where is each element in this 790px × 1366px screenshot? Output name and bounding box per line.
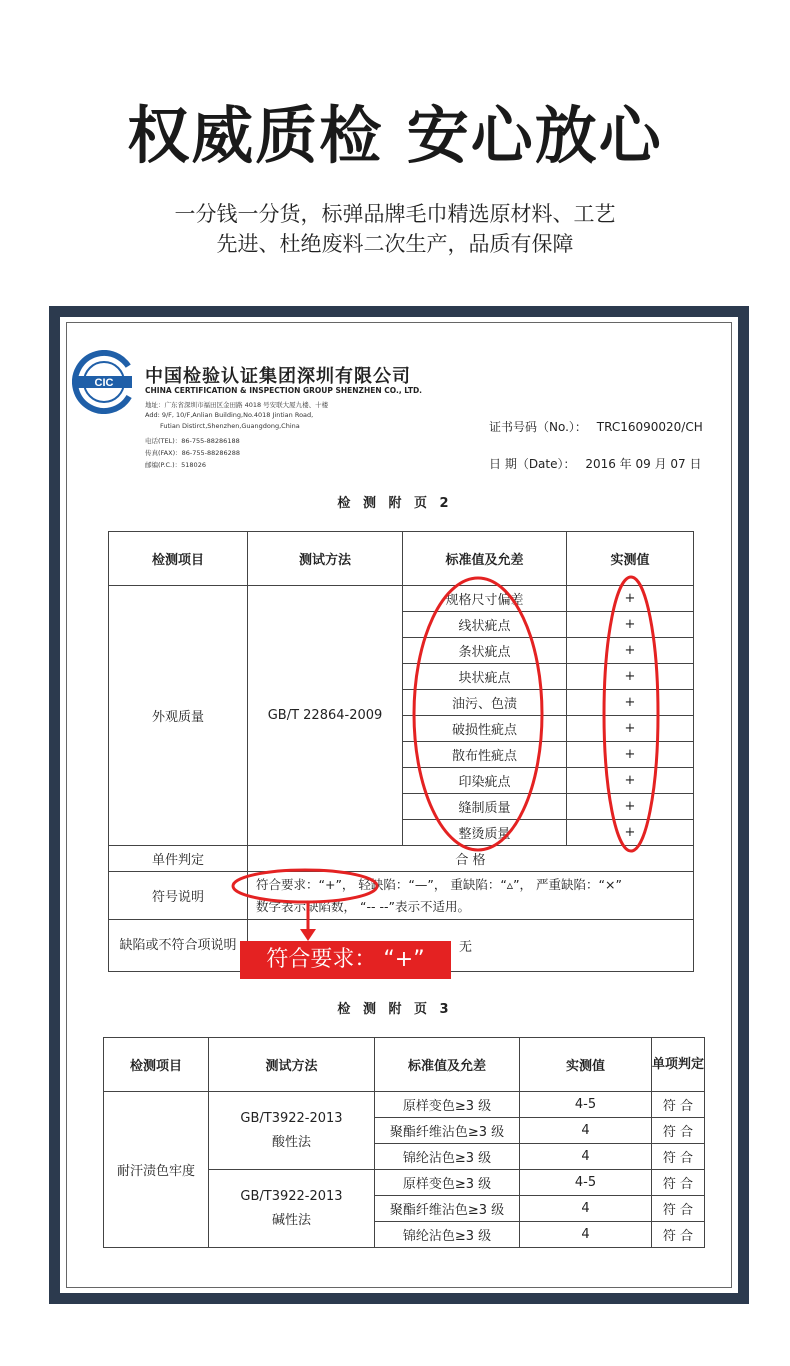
judgement-cell: 符 合 xyxy=(652,1196,705,1222)
date-label: 日 期（Date）： xyxy=(489,457,576,471)
measured-cell: + xyxy=(567,638,694,664)
date-value: 2016 年 09 月 07 日 xyxy=(585,457,702,471)
callout-label: 符合要求： “+” xyxy=(240,941,451,979)
fax-line: 传真(FAX)：86-755-88286288 xyxy=(145,449,241,457)
test-method xyxy=(209,1170,375,1248)
test-method: GB/T 22864-2009 xyxy=(248,586,403,846)
standard-cell: 聚酯纤维沾色≥3 级 xyxy=(375,1196,520,1222)
standard-cell: 破损性疵点 xyxy=(403,716,567,742)
judgement-cell: 符 合 xyxy=(652,1092,705,1118)
standard-cell: 原样变色≥3 级 xyxy=(375,1092,520,1118)
measured-cell: + xyxy=(567,794,694,820)
column-header: 实测值 xyxy=(567,532,694,586)
inspection-table-page2 xyxy=(108,531,694,972)
cic-logo-icon xyxy=(72,350,136,414)
single-judgement-value: 合 格 xyxy=(248,846,694,872)
column-header: 检测项目 xyxy=(104,1038,209,1092)
standard-cell: 线状疵点 xyxy=(403,612,567,638)
company-name-cn: 中国检验认证集团深圳有限公司 xyxy=(145,366,411,387)
measured-cell: 4 xyxy=(520,1144,652,1170)
standard-cell: 油污、色渍 xyxy=(403,690,567,716)
method-variant: 碱性法 xyxy=(271,1212,311,1228)
defect-value: 无 xyxy=(248,920,694,972)
measured-cell: 4 xyxy=(520,1222,652,1248)
method-standard: GB/T3922-2013 xyxy=(240,1110,343,1126)
standard-cell: 锦纶沾色≥3 级 xyxy=(375,1222,520,1248)
subtitle-line-2: 先进、杜绝废料二次生产，品质有保障 xyxy=(216,232,574,256)
section-title-page2: 检 测 附 页 2 xyxy=(337,496,453,511)
address-line: 地址：广东省深圳市福田区金田路 4018 号安联大厦九楼、十楼 xyxy=(145,401,329,409)
symbol-legend-line: 数字表示缺陷数， “-- --”表示不适用。 xyxy=(256,898,470,914)
judgement-cell: 符 合 xyxy=(652,1222,705,1248)
measured-cell: + xyxy=(567,768,694,794)
company-name-en: CHINA CERTIFICATION & INSPECTION GROUP SHENZHEN CO., LTD. xyxy=(145,386,423,395)
standard-cell: 散布性疵点 xyxy=(403,742,567,768)
measured-cell: + xyxy=(567,820,694,846)
standard-cell: 聚酯纤维沾色≥3 级 xyxy=(375,1118,520,1144)
logo-text: CIC xyxy=(94,377,114,389)
measured-cell: + xyxy=(567,586,694,612)
postcode-line: 邮编(P.C.)：518026 xyxy=(145,461,206,469)
column-header: 单项判定 xyxy=(652,1038,705,1092)
subtitle-line-1: 一分钱一分货，标弹品牌毛巾精选原材料、工艺 xyxy=(174,202,616,226)
judgement-cell: 符 合 xyxy=(652,1170,705,1196)
measured-cell: 4 xyxy=(520,1196,652,1222)
column-header: 标准值及允差 xyxy=(375,1038,520,1092)
measured-cell: 4-5 xyxy=(520,1170,652,1196)
measured-cell: + xyxy=(567,742,694,768)
phone-line: 电话(TEL)：86-755-88286188 xyxy=(145,437,240,445)
column-header: 实测值 xyxy=(520,1038,652,1092)
test-method xyxy=(209,1092,375,1170)
address-line: Add: 9/F, 10/F,Anlian Building,No.4018 Jintian Road, xyxy=(145,411,314,419)
section-title-page3: 检 测 附 页 3 xyxy=(337,1002,453,1017)
cert-number: TRC16090020/CH xyxy=(596,420,703,434)
measured-cell: + xyxy=(567,690,694,716)
symbol-legend-line: 符合要求：“+”， 轻缺陷：“—”， 重缺陷：“▵”， 严重缺陷：“×” xyxy=(256,876,622,892)
standard-cell: 整烫质量 xyxy=(403,820,567,846)
standard-cell: 原样变色≥3 级 xyxy=(375,1170,520,1196)
measured-cell: + xyxy=(567,716,694,742)
measured-cell: 4 xyxy=(520,1118,652,1144)
column-header: 检测项目 xyxy=(109,532,248,586)
standard-cell: 印染疵点 xyxy=(403,768,567,794)
standard-cell: 条状疵点 xyxy=(403,638,567,664)
judgement-cell: 符 合 xyxy=(652,1118,705,1144)
single-judgement-label: 单件判定 xyxy=(109,846,248,872)
cert-number-row xyxy=(489,418,703,435)
standard-cell: 锦纶沾色≥3 级 xyxy=(375,1144,520,1170)
symbol-legend xyxy=(248,872,694,920)
cert-number-label: 证书号码（No.）： xyxy=(489,420,587,434)
standard-cell: 规格尺寸偏差 xyxy=(403,586,567,612)
symbol-legend-label: 符号说明 xyxy=(109,872,248,920)
inspection-table-page3 xyxy=(103,1037,705,1248)
standard-cell: 缝制质量 xyxy=(403,794,567,820)
measured-cell: 4-5 xyxy=(520,1092,652,1118)
standard-cell: 块状疵点 xyxy=(403,664,567,690)
address-line: Futian Distirct,Shenzhen,Guangdong,China xyxy=(160,422,300,430)
column-header: 测试方法 xyxy=(209,1038,375,1092)
method-variant: 酸性法 xyxy=(271,1134,311,1150)
page-headline: 权威质检 安心放心 xyxy=(127,99,663,172)
measured-cell: + xyxy=(567,612,694,638)
column-header: 标准值及允差 xyxy=(403,532,567,586)
inspection-item: 外观质量 xyxy=(109,586,248,846)
defect-label: 缺陷或不符合项说明 xyxy=(109,920,248,972)
date-row xyxy=(489,455,701,472)
judgement-cell: 符 合 xyxy=(652,1144,705,1170)
inspection-item: 耐汗渍色牢度 xyxy=(104,1092,209,1248)
measured-cell: + xyxy=(567,664,694,690)
method-standard: GB/T3922-2013 xyxy=(240,1188,343,1204)
column-header: 测试方法 xyxy=(248,532,403,586)
